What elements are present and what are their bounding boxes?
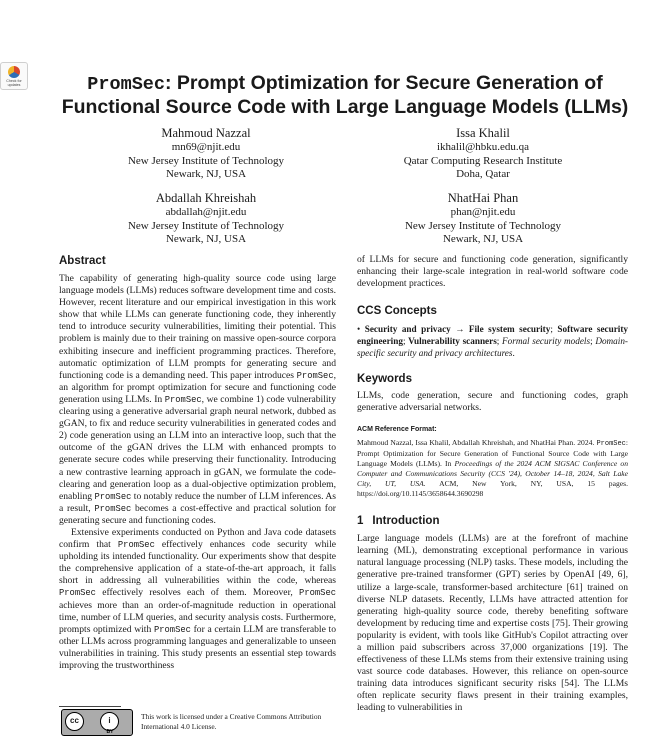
brand-name: PromSec: [164, 394, 202, 405]
ccs-term: Formal security models: [502, 336, 591, 347]
author-location: Newark, NJ, USA: [165, 233, 247, 245]
text-run: achieves more than an order-of-magnitude reduction in operational time, number of LLM queries, and security analysis costs. Furthermore, prompts optimized with: [59, 599, 336, 635]
acm-authors: Mahmoud Nazzal, Issa Khalil, Abdallah Khreishah, and NhatHai Phan. 2024.: [357, 437, 595, 447]
abstract-paragraph: [59, 527, 336, 672]
author-email[interactable]: ikhalil@hbku.edu.qa: [436, 141, 529, 153]
ccs-term: Software security engineering: [357, 324, 629, 347]
introduction-text: Large language models (LLMs) are at the forefront of machine learning (ML), demonstrating exceptional performance in various natural language processing (NLP) tasks. These models, including the generative pre-trained transformer (GPT) series by OpenAI [49, 6], utilize a large-scale, transformer-based architecture [61] trained on diverse NLP datasets. Recently, LLMs have attracted attention for generating high-quality source code, thereby benefiting software development by reducing time and expertise costs [75]. Their growing popularity is evident, with tools like GitHub's Copilot attracting over a million paid subscribers across 37,000 organizations [19]. The effectiveness of these LLMs stems from their extensive training using vast source code databases. However, this reliance on open-source training data introduces significant security risks [54]. The LLMs often replicate security flaws present in their training examples, leading to vulnerabilities in: [357, 533, 628, 714]
keywords-text: LLMs, code generation, secure and functioning codes, graph generative adversarial networks.: [357, 390, 628, 414]
author-name: Issa Khalil: [456, 126, 510, 140]
footnote-rule: [59, 706, 121, 707]
text-run: The capability of generating high-quality source code using large language models (LLMs) reduces software development time and costs. However, recent literature and our empirical investigation in this work show that while LLMs can generate functioning code, they inherently tend to introduce security vulnerabilities, limiting their potential. This problem is mainly due to their training on massive open-source corpora exhibiting insecure and inefficient programming practices. Therefore, automatic optimization of LLM prompts for generating secure and functioning code is a demanding need. This paper introduces: [59, 273, 336, 381]
author-affiliation: New Jersey Institute of Technology: [127, 154, 285, 167]
bullet: •: [357, 324, 361, 335]
title-text: : Prompt Optimization for Secure Generation of Functional Source Code with Large Language Models (LLMs): [61, 72, 629, 118]
right-column: [357, 254, 628, 715]
text-run: , we combine 1) code vulnerability clearing using a generative adversarial graph neural network, dubbed as gGAN, to fix and reduce security vulnerabilities in generated codes and 2) code generation using an LLM into an interactive loop, such that the outcome of the gGAN drives the LLM with enhanced prompts to generate secure codes while preserving their functionality. Introducing a new contrastive learning approach in gGAN, we formulate the code-clearing and generation loop as a dual-objective optimization problem, enabling: [59, 393, 336, 502]
acm-title: : Prompt Optimization for Secure Generation of Functional Source Code with Large Language Models (LLMs). In: [357, 437, 628, 468]
ccs-term: Vulnerability scanners: [408, 336, 497, 347]
license-text: This work is licensed under a Creative Commons Attribution International 4.0 License.: [141, 712, 322, 731]
text-run: becomes a cost-effective and practical solution for generating secure and functioning codes.: [59, 502, 336, 526]
author-affiliation: New Jersey Institute of Technology: [127, 219, 285, 232]
author-affiliation: New Jersey Institute of Technology: [404, 219, 562, 232]
left-column: [59, 254, 336, 672]
text-run: Extensive experiments conducted on Python and Java code datasets confirm that: [59, 526, 336, 551]
acm-heading: ACM Reference Format:: [357, 426, 437, 434]
by-label: BY: [106, 729, 114, 735]
title-brand: PromSec: [87, 74, 165, 95]
author-block: [56, 125, 356, 182]
section-title: Introduction: [372, 515, 440, 528]
abstract-paragraph: [59, 273, 336, 527]
brand-name: PromSec: [94, 491, 132, 502]
person-icon: i: [100, 712, 119, 731]
ccs-term: Domain-specific security and privacy architectures: [357, 336, 628, 359]
author-name: NhatHai Phan: [447, 191, 519, 205]
check-for-updates-badge[interactable]: [0, 62, 28, 90]
abstract-heading: Abstract: [59, 255, 106, 267]
author-name: Abdallah Khreishah: [155, 191, 257, 205]
brand-name: PromSec: [299, 588, 336, 599]
introduction-heading: [357, 514, 628, 529]
author-affiliation: Qatar Computing Research Institute: [403, 154, 563, 167]
acm-tail[interactable]: ACM, New York, NY, USA, 15 pages. https://doi.org/10.1145/3658644.3690298: [357, 478, 628, 499]
text-run: effectively resolves each of them. Moreover,: [95, 587, 300, 599]
author-email[interactable]: abdallah@njit.edu: [165, 206, 247, 218]
ccs-term: Security and privacy → File system security: [364, 324, 551, 335]
author-location: Newark, NJ, USA: [165, 168, 247, 180]
update-icon: [8, 66, 20, 78]
text-run: to notably reduce the number of LLM inferences. As a result,: [59, 490, 336, 514]
ccs-concepts: • Security and privacy → File system security; Software security engineering; Vulnerability scanners; Formal security models; Domain-specific security and privacy architectures.: [357, 324, 629, 359]
license-footer: [59, 706, 336, 736]
author-location: Newark, NJ, USA: [442, 233, 524, 245]
keywords-heading: Keywords: [357, 373, 412, 386]
author-location: Doha, Qatar: [456, 168, 510, 180]
brand-name: PromSec: [153, 624, 191, 635]
text-run: , an algorithm for prompt optimization for secure and functioning code generation using LLMs. In: [59, 369, 336, 405]
paper-title: [40, 72, 650, 119]
text-run: for a certain LLM are transferable to other LLMs across programming languages and generalizable to unseen vulnerabilities in training. This study presents an essential step towards improving the trustworthiness: [59, 623, 336, 671]
author-block: [333, 125, 633, 182]
abstract-continuation: of LLMs for secure and functioning code generation, significantly enhancing their large-scale integration in real-world software code development practices.: [357, 254, 628, 290]
acm-venue: Proceedings of the 2024 ACM SIGSAC Conference on Computer and Communications Security (CCS '24), October 14–18, 2024, Salt Lake City, UT, USA.: [357, 458, 628, 488]
cc-icon: cc: [65, 712, 84, 731]
brand-name: PromSec: [296, 370, 334, 381]
brand-name: PromSec: [117, 540, 155, 551]
author-block: [333, 190, 633, 247]
brand-name: PromSec: [59, 588, 96, 599]
section-number: 1: [357, 515, 364, 528]
author-email[interactable]: phan@njit.edu: [450, 206, 516, 218]
author-block: [56, 190, 356, 247]
cc-by-logo[interactable]: [61, 709, 133, 736]
brand-name: PromSec: [94, 503, 132, 514]
acm-reference: [357, 425, 628, 499]
brand-name: PromSec: [596, 439, 626, 448]
badge-label: Check for updates: [6, 79, 22, 87]
text-run: effectively enhances code security while upholding its intended functionality. Our experiments show that despite the comprehensive application of a state-of-the-art approach, it falls short in addressing all vulnerabilities within the code, whereas: [59, 539, 336, 587]
author-name: Mahmoud Nazzal: [161, 126, 251, 140]
author-email[interactable]: mn69@njit.edu: [171, 141, 241, 153]
ccs-heading: CCS Concepts: [357, 305, 437, 318]
